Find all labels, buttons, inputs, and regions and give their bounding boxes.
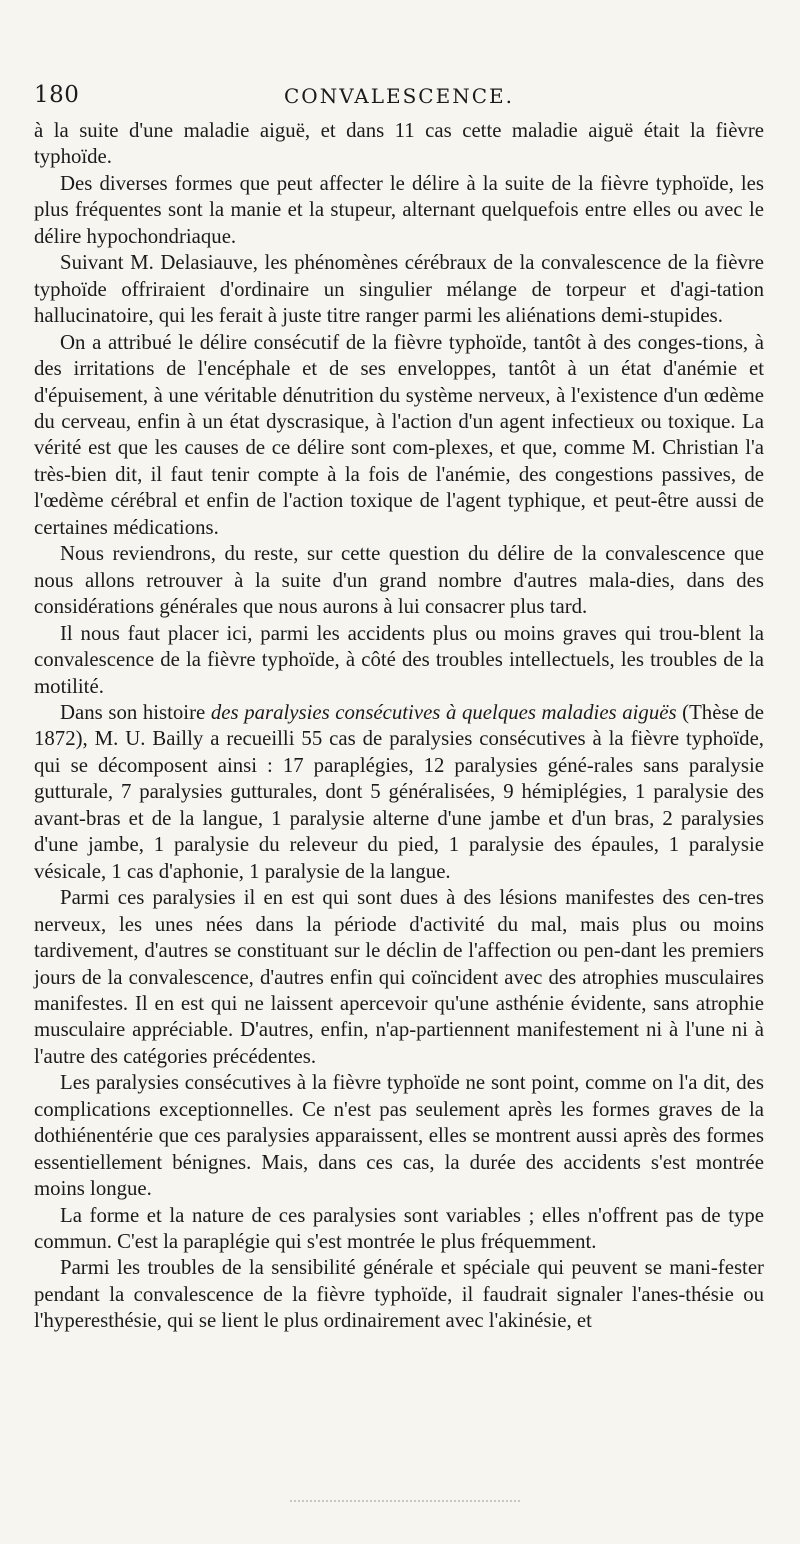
paragraph: à la suite d'une maladie aiguë, et dans 11 cas cette maladie aiguë était la fièvre typhoïde. <box>34 119 764 169</box>
paragraph-text: (Thèse de 1872), M. U. Bailly a recueilli 55 cas de paralysies consécutives à la fièvre typhoïde, qui se décomposent ainsi : 17 paraplégies, 12 paralysies géné-rales sans paralysie gutturale, 7 paralysies gutturales, dont 5 généralisées, 9 hémiplégies, 1 paralysie des avant-bras et de la langue, 1 paralysie alterne d'une jambe et d'un bras, 2 paralysies d'une jambe, 1 paralysie du releveur du pied, 1 paralysie des épaules, 1 paralysie vésicale, 1 cas d'aphonie, 1 paralysie de la langue. <box>34 700 764 883</box>
running-title: CONVALESCENCE. <box>284 84 514 108</box>
bleed-through-line <box>290 1500 520 1502</box>
paragraph: La forme et la nature de ces paralysies sont variables ; elles n'offrent pas de type commun. C'est la paraplégie qui s'est montrée le plus fréquemment. <box>34 1203 764 1254</box>
italic-title: des paralysies consécutives à quelques maladies aiguës <box>210 700 677 724</box>
paragraph: On a attribué le délire consécutif de la fièvre typhoïde, tantôt à des conges-tions, à des irritations de l'encéphale et de ses enveloppes, tantôt à un état d'anémie et d'épuisement, à une véritable dénutrition du système nerveux, à l'existence d'un œdème du cerveau, enfin à un état dyscrasique, à l'action d'un agent infectieux ou toxique. La vérité est que les causes de ce délire sont com-plexes, et que, comme M. Christian l'a très-bien dit, il faut tenir compte à la fois de l'anémie, des congestions passives, de l'œdème cérébral et enfin de l'action toxique de l'agent typhique, et peut-être aussi de certaines médications. <box>34 330 764 539</box>
book-page <box>34 78 764 1498</box>
paragraph: Des diverses formes que peut affecter le délire à la suite de la fièvre typhoïde, les plus fréquentes sont la manie et la stupeur, alternant quelquefois entre elles ou avec le délire hypochondriaque. <box>34 171 764 248</box>
body-text <box>34 118 764 1335</box>
paragraph <box>34 700 764 885</box>
paragraph: Parmi les troubles de la sensibilité générale et spéciale qui peuvent se mani-fester pendant la convalescence de la fièvre typhoïde, il faudrait signaler l'anes-thésie ou l'hyperesthésie, qui se lient le plus ordinairement avec l'akinésie, et <box>34 1256 764 1333</box>
paragraph: Parmi ces paralysies il en est qui sont dues à des lésions manifestes des cen-tres nerveux, les unes nées dans la période d'activité du mal, mais plus ou moins tardivement, d'autres se constituant sur le déclin de l'affection ou pen-dant les premiers jours de la convalescence, d'autres enfin qui coïncident avec des atrophies musculaires manifestes. Il en est qui ne laissent apercevoir qu'une asthénie évidente, sans atrophie musculaire appréciable. D'autres, enfin, n'ap-partiennent manifestement ni à l'une ni à l'autre des catégories précédentes. <box>34 886 764 1068</box>
paragraph: Il nous faut placer ici, parmi les accidents plus ou moins graves qui trou-blent la convalescence de la fièvre typhoïde, à côté des troubles intellectuels, les troubles de la motilité. <box>34 621 764 698</box>
paragraph: Nous reviendrons, du reste, sur cette question du délire de la convalescence que nous allons retrouver à la suite d'un grand nombre d'autres mala-dies, dans des considérations générales que nous aurons à lui consacrer plus tard. <box>34 542 764 619</box>
paragraph: Suivant M. Delasiauve, les phénomènes cérébraux de la convalescence de la fièvre typhoïde offriraient d'ordinaire un singulier mélange de torpeur et d'agi-tation hallucinatoire, qui les ferait à juste titre ranger parmi les aliénations demi-stupides. <box>34 251 764 328</box>
paragraph: Les paralysies consécutives à la fièvre typhoïde ne sont point, comme on l'a dit, des complications exceptionnelles. Ce n'est pas seulement après les formes graves de la dothiénentérie que ces paralysies apparaissent, elles se montrent aussi après des formes essentiellement bénignes. Mais, dans ces cas, la durée des accidents s'est montrée moins longue. <box>34 1071 764 1201</box>
paragraph-text: Dans son histoire <box>60 700 211 724</box>
page-number: 180 <box>34 82 80 108</box>
page-header <box>34 78 764 118</box>
